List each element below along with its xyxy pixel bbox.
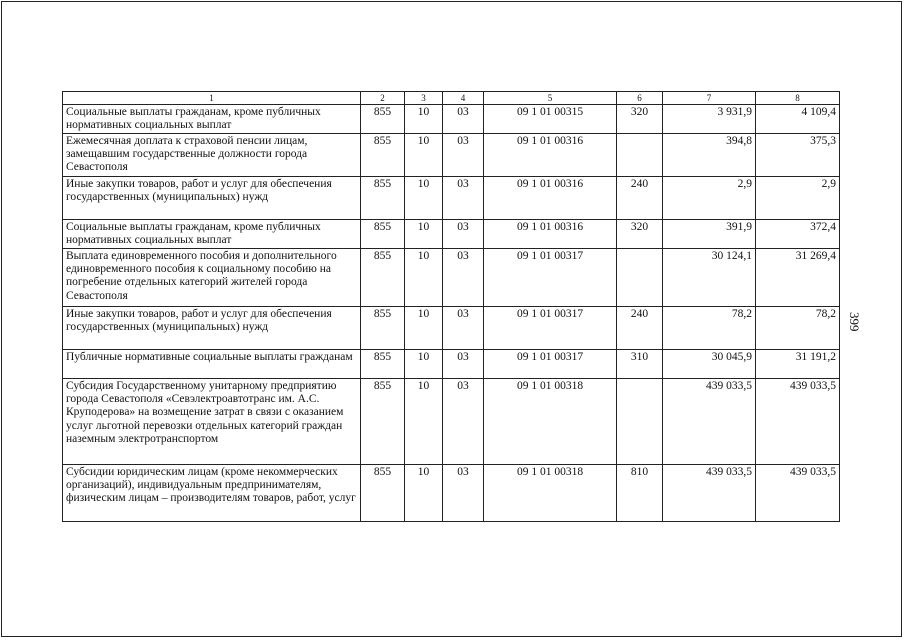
row-name: Субсидии юридическим лицам (кроме некоммерческих организаций), индивидуальным предпринимателям, физическим лицам – производителям товаров, работ, услуг [63, 465, 361, 522]
cell-amount-2: 2,9 [756, 177, 840, 220]
cell-subsection: 03 [443, 350, 484, 379]
table-row [63, 105, 840, 134]
cell-expense-type [617, 379, 663, 465]
cell-subsection: 03 [443, 134, 484, 177]
cell-amount-2: 4 109,4 [756, 105, 840, 134]
cell-amount-1: 439 033,5 [663, 379, 756, 465]
cell-target-code: 09 1 01 00316 [484, 134, 617, 177]
cell-target-code: 09 1 01 00317 [484, 249, 617, 307]
cell-chapter: 855 [361, 465, 405, 522]
row-name: Ежемесячная доплата к страховой пенсии лицам, замещавшим государственные должности города Севастополя [63, 134, 361, 177]
column-header: 6 [617, 92, 663, 105]
cell-amount-1: 391,9 [663, 220, 756, 249]
cell-section: 10 [405, 134, 443, 177]
row-name: Выплата единовременного пособия и дополнительного единовременного пособия к социальному пособию на погребение отдельных категорий жителей города Севастополя [63, 249, 361, 307]
column-header: 8 [756, 92, 840, 105]
cell-amount-1: 30 124,1 [663, 249, 756, 307]
page-number: 399 [847, 312, 862, 332]
cell-section: 10 [405, 177, 443, 220]
cell-amount-1: 439 033,5 [663, 465, 756, 522]
cell-amount-2: 78,2 [756, 307, 840, 350]
column-header: 2 [361, 92, 405, 105]
cell-target-code: 09 1 01 00317 [484, 350, 617, 379]
row-name: Социальные выплаты гражданам, кроме публичных нормативных социальных выплат [63, 105, 361, 134]
cell-chapter: 855 [361, 220, 405, 249]
row-name: Иные закупки товаров, работ и услуг для обеспечения государственных (муниципальных) нужд [63, 177, 361, 220]
column-header: 5 [484, 92, 617, 105]
cell-chapter: 855 [361, 105, 405, 134]
row-name: Субсидия Государственному унитарному предприятию города Севастополя «Севэлектроавтотранс им. А.С. Круподерова» на возмещение затрат в связи с оказанием услуг льготной перевозки отдельных категорий граждан наземным электротранспортом [63, 379, 361, 465]
cell-amount-2: 439 033,5 [756, 379, 840, 465]
cell-expense-type: 240 [617, 307, 663, 350]
cell-amount-2: 31 269,4 [756, 249, 840, 307]
cell-chapter: 855 [361, 249, 405, 307]
cell-amount-1: 2,9 [663, 177, 756, 220]
column-header: 1 [63, 92, 361, 105]
cell-subsection: 03 [443, 379, 484, 465]
cell-amount-2: 439 033,5 [756, 465, 840, 522]
cell-section: 10 [405, 350, 443, 379]
cell-target-code: 09 1 01 00318 [484, 379, 617, 465]
cell-expense-type: 320 [617, 220, 663, 249]
cell-subsection: 03 [443, 249, 484, 307]
budget-table [62, 91, 840, 522]
cell-subsection: 03 [443, 307, 484, 350]
cell-amount-2: 31 191,2 [756, 350, 840, 379]
table-row [63, 350, 840, 379]
cell-expense-type [617, 134, 663, 177]
cell-section: 10 [405, 220, 443, 249]
cell-section: 10 [405, 465, 443, 522]
cell-chapter: 855 [361, 134, 405, 177]
cell-subsection: 03 [443, 105, 484, 134]
cell-amount-1: 3 931,9 [663, 105, 756, 134]
cell-expense-type: 810 [617, 465, 663, 522]
row-name: Иные закупки товаров, работ и услуг для обеспечения государственных (муниципальных) нужд [63, 307, 361, 350]
row-name: Публичные нормативные социальные выплаты гражданам [63, 350, 361, 379]
table-row [63, 379, 840, 465]
column-header: 3 [405, 92, 443, 105]
table-row [63, 220, 840, 249]
cell-target-code: 09 1 01 00317 [484, 307, 617, 350]
table-row [63, 307, 840, 350]
cell-expense-type: 310 [617, 350, 663, 379]
table-row [63, 465, 840, 522]
cell-subsection: 03 [443, 220, 484, 249]
cell-amount-1: 394,8 [663, 134, 756, 177]
cell-chapter: 855 [361, 379, 405, 465]
cell-section: 10 [405, 105, 443, 134]
cell-target-code: 09 1 01 00318 [484, 465, 617, 522]
cell-chapter: 855 [361, 350, 405, 379]
cell-expense-type: 320 [617, 105, 663, 134]
table-row [63, 134, 840, 177]
header-row [63, 92, 840, 105]
cell-amount-2: 375,3 [756, 134, 840, 177]
cell-amount-1: 30 045,9 [663, 350, 756, 379]
column-header: 7 [663, 92, 756, 105]
table-row [63, 249, 840, 307]
cell-section: 10 [405, 249, 443, 307]
cell-subsection: 03 [443, 465, 484, 522]
cell-section: 10 [405, 379, 443, 465]
column-header: 4 [443, 92, 484, 105]
cell-amount-2: 372,4 [756, 220, 840, 249]
cell-subsection: 03 [443, 177, 484, 220]
cell-target-code: 09 1 01 00316 [484, 220, 617, 249]
cell-target-code: 09 1 01 00315 [484, 105, 617, 134]
row-name: Социальные выплаты гражданам, кроме публичных нормативных социальных выплат [63, 220, 361, 249]
cell-section: 10 [405, 307, 443, 350]
table-row [63, 177, 840, 220]
cell-target-code: 09 1 01 00316 [484, 177, 617, 220]
cell-chapter: 855 [361, 307, 405, 350]
cell-expense-type: 240 [617, 177, 663, 220]
cell-amount-1: 78,2 [663, 307, 756, 350]
cell-expense-type [617, 249, 663, 307]
cell-chapter: 855 [361, 177, 405, 220]
